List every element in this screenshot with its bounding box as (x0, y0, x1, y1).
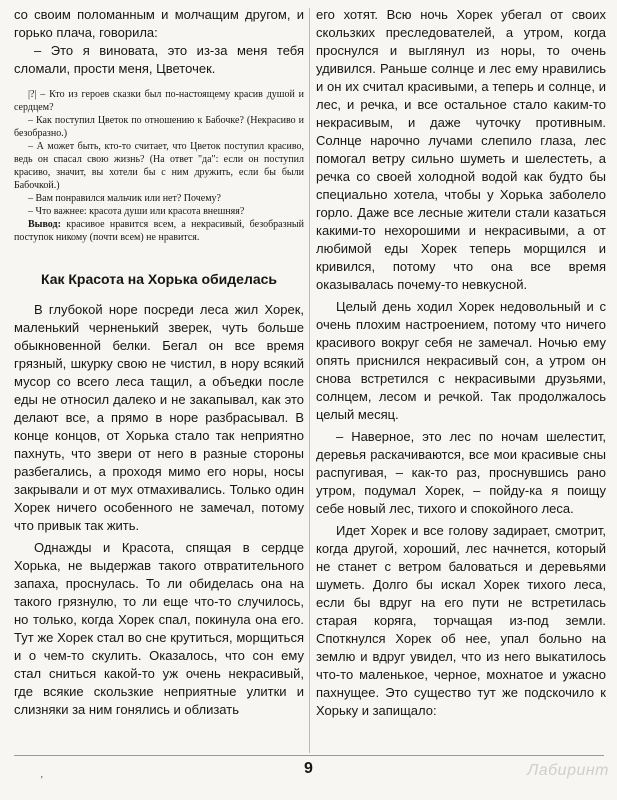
conclusion-label: Вывод: (28, 219, 61, 230)
note-question: – А может быть, кто-то считает, что Цветок поступил красиво, ведь он спасал свою жизнь? (На ответ "да": если он поступил красиво, значит, вы хотели бы с ним дружить, если бы были Бабочкой.) (14, 141, 304, 191)
note-question: |?| – Кто из героев сказки был по-настоящему красив душой и сердцем? (14, 89, 304, 113)
story-title: Как Красота на Хорька обиделась (40, 271, 278, 287)
story-paragraph: Идет Хорек и все голову задирает, смотрит, когда другой, хороший, лес начнется, который не станет с ветром баловаться и деревьями шуметь. Долго бы искал Хорек тихого леса, если бы вдруг на его пути не встретилась старая коряга, торчащая из-под земли. Споткнулся Хорек об нее, упал больно на землю и вдруг увидел, что из него выкатилось что-то маленькое, черное, мохнатое и ужасно пахнущее. Это существо тут же подскочило к Хорьку и запищало: (316, 523, 606, 718)
right-column (316, 6, 606, 720)
note-question: – Как поступил Цветок по отношению к Бабочке? (Некрасиво и безобразно.) (14, 115, 304, 139)
conclusion-text: красивое нравится всем, а некрасивый, безобразный поступок никому (почти всем) не нравится. (14, 219, 304, 243)
story-paragraph: его хотят. Всю ночь Хорек убегал от своих скользких преследователей, а утром, когда проснулся и выглянул из норы, то очень удивился. Раньше солнце и лес ему нравились и он их считал красивыми, а теперь и солнце, и лес, и речка, и все остальное стало каким-то некрасивым, и даже чуточку противным. Солнце нарочно лучами слепило глаза, лес помогал ветру сильно шуметь и шелестеть, а речка со своей холодной водой как будто бы специально хотела, чтобы у Хорька заболело горло. Даже все лесные жители стали казаться какими-то нехорошими и некрасивыми, а от любимой еды Хорек теперь морщился и кривился, потому что она все время оказывалась почему-то невкусной. (316, 7, 606, 292)
note-question: – Вам понравился мальчик или нет? Почему? (28, 193, 221, 204)
left-paragraph: – Это я виновата, это из-за меня тебя сломали, прости меня, Цветочек. (14, 43, 304, 76)
story-paragraph: Однажды и Красота, спящая в сердце Хорька, не выдержав такого отвратительного запаха, проснулась. То ли обиделась она на такого грязнулю, то ли еще что-то случилось, но только, когда Хорек спал, покинула она его. Тут же Хорек стал во сне крутиться, морщиться и о чем-то скулить. Оказалось, что сон ему стал сниться какой-то уж очень некрасивый, где всякие скользкие неприятные улитки и слизняки за ним гонялись и облизать (14, 540, 304, 717)
page-number: 9 (304, 760, 313, 777)
publisher-watermark: Лабиринт (527, 762, 609, 779)
corner-mark: ’ (40, 775, 44, 786)
teacher-notes (14, 88, 304, 244)
column-divider (309, 8, 310, 753)
story-paragraph: Целый день ходил Хорек недовольный и с очень плохим настроением, потому что ничего красивого вокруг себя не замечал. Ночью ему опять приснился некрасивый сон, а утром он снова встретился с некрасивыми друзьями, солнцем, лесом и речкой. Так продолжалось целый месяц. (316, 299, 606, 422)
left-column (14, 6, 304, 719)
note-question: – Что важнее: красота души или красота внешняя? (28, 206, 245, 217)
note-conclusion (14, 218, 304, 244)
story-paragraph: – Наверное, это лес по ночам шелестит, деревья раскачиваются, все мои красивые сны распугивая, – как-то раз, проснувшись рано утром, подумал Хорек, – пойду-ка я поищу себе новый лес, тихого и спокойного леса. (316, 429, 606, 516)
footer-rule (14, 755, 604, 756)
left-paragraph: со своим поломанным и молчащим другом, и горько плача, говорила: (14, 7, 304, 40)
story-paragraph: В глубокой норе посреди леса жил Хорек, маленький черненький зверек, чуть больше обыкновенной белки. Бегал он все время грязный, шкурку свою не чистил, в нору всякий мусор со всего леса тащил, а объедки после еды не относил далеко и не закапывал, как это делают все, а прямо в норе разбрасывал. В конце концов, от Хорька стало так неприятно пахнуть, что звери от него в разные стороны разбегались, а проходя мимо его норы, носы закрывали и от мух отмахивались. Только один Хорек ничего особенного не замечал, потому что привык так жить. (14, 302, 304, 533)
